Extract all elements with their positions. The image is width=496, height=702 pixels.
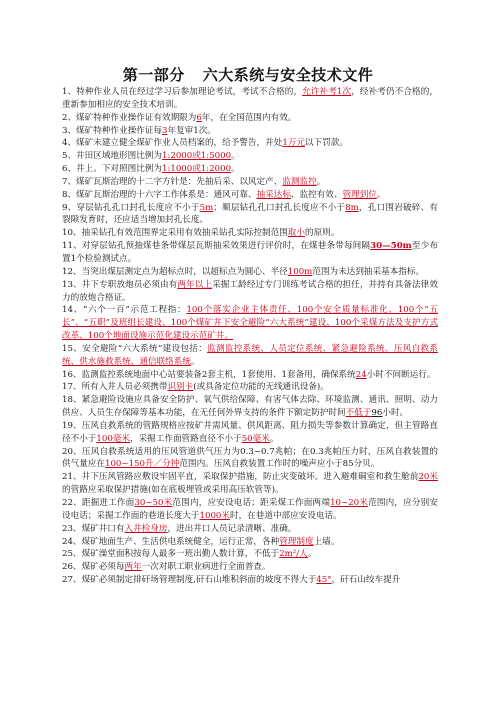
list-item [62,150,438,163]
highlighted-text: 1万元 [282,138,305,149]
paragraph-text: 23、煤矿井口有 [62,523,125,534]
highlighted-text: 允许补考1次 [302,87,352,97]
document-body [62,86,438,587]
paragraph-text: 8、煤矿瓦斯治理的十六字工作体系是：通风可靠、 [62,189,257,200]
list-item [62,381,438,394]
list-item [62,125,438,138]
highlighted-text: 100毫米 [96,433,130,444]
highlighted-text: 入井检身房 [124,523,168,534]
highlighted-text: 抽采达标 [256,189,291,200]
paragraph-text: 年复审1次。 [167,125,216,136]
highlighted-text: 两年 [124,562,142,573]
paragraph-text: 。 [269,433,279,444]
paragraph-text: 年，在全国范围内有效。 [201,112,297,123]
paragraph-text: ，孔口围岩破碎、有裂隙发育时，还应适当增加封孔长度。 [62,202,438,226]
highlighted-text: 管理制度 [279,536,314,547]
highlighted-text: 识别卡 [167,382,194,393]
paragraph-text: ，进出井口人员记录清晰、准确。 [167,523,297,534]
list-item [62,304,438,343]
paragraph-text: 13、井下专职放炮员必须由有 [62,279,178,290]
paragraph-text: 以下罚款。 [304,138,348,149]
paragraph-text: ，矸石山绞车提升 [331,575,401,586]
paragraph-text: 19、压风自救系统的管路规格应按矿井需风量、供风距离、阻力损失等参数计算确定，但主管路直径不小于 [62,420,438,444]
paragraph-text: 。 [231,164,240,175]
highlighted-text: 6 [196,112,202,123]
highlighted-text: 24 [355,369,367,380]
paragraph-text: 时，在巷道中部应安设电话。 [229,510,342,521]
paragraph-text: 一次对职工职业病进行全面普查。 [141,562,271,573]
paragraph-text: 22、距掘进工作面 [62,498,135,508]
list-item [62,163,438,176]
highlighted-text: 30~50米 [134,498,173,508]
list-item [62,497,438,523]
paragraph-text: 4、煤矿未建立健全煤矿作业人员档案的，给予警告，并处 [62,138,283,149]
highlighted-text: 45° [316,575,332,586]
paragraph-text: 上墙。 [313,536,340,547]
paragraph-text: 小时不间断运行。 [366,369,436,380]
highlighted-text: 取小 [287,228,305,239]
highlighted-text: 10~20米 [330,498,369,508]
list-item [62,112,438,125]
paragraph-text: 、监控有效、 [290,189,343,200]
paragraph-text: 范围为未达到抽采基本指标。 [312,266,425,277]
paragraph-text: 的原则。 [304,228,340,239]
paragraph-text: 10、抽采钻孔有效范围界定采用有效抽采钻孔实际控制范围 [62,228,288,239]
list-item [62,471,438,497]
highlighted-text: 50毫米 [241,433,270,444]
highlighted-text: 管理到位 [342,189,377,200]
paragraph-text: 。 [316,176,326,187]
paragraph-text: 1、特种作业人员在经过学习后参加理论考试，考试不合格的， [62,87,303,97]
paragraph-text: 。 [190,356,200,367]
paragraph-text: 的管路应采取保护措施(如在底板埋管或采用高压软管等)。 [62,485,284,496]
paragraph-text: 。 [231,151,240,162]
highlighted-text: 100~150升／分钟 [104,459,180,470]
list-item [62,279,438,305]
paragraph-text: 21、井下压风管路应敷设牢固平直，采取保护措施，防止灾变破坏。进入避难硐室和救生舱前 [62,472,419,483]
highlighted-text: 100个落实企业主体责任、100个安全质量标准化、100个“五长”、“五职”及班组长建设、100个煤矿井下安全避险“六大系统”建设、100个采煤方法及支护方式改革、100个地面设施示范化建设示范矿井。 [62,305,438,342]
list-item [62,548,438,561]
paragraph-text: 3、煤矿特种作业操作证每 [62,125,162,136]
paragraph-text: 12、当突出煤层测定点为超标点时，以超标点为圆心、半径 [62,266,288,277]
list-item [62,240,438,266]
highlighted-text: 100m [287,266,313,277]
paragraph-text: ，采掘工作面管路直径不小于 [129,433,242,444]
highlighted-text: 两年以上 [177,279,213,290]
title-name: 六大系统与安全技术文件 [202,66,374,84]
paragraph-text: 2、煤矿特种作业操作证有效期限为 [62,112,197,123]
paragraph-text: 。 [376,189,386,200]
highlighted-text: 5m [199,202,214,213]
paragraph-text: 26、煤矿必须每 [62,562,125,573]
highlighted-text: 96 [371,408,383,419]
list-item [62,343,438,369]
list-item [62,202,438,228]
paragraph-text: 范围内，应分别安设电话；采掘工作面的巷道长度大于 [62,498,438,521]
list-item [62,446,438,472]
paragraph-text: 5、井田区域地形图比例为 [62,151,162,162]
highlighted-text: 8m [345,202,359,213]
paragraph-text: 14、“六个一百”示范工程指： [62,305,187,316]
highlighted-text: 30—50m [370,241,412,252]
list-item [62,420,438,446]
paragraph-text: 16、监测监控系统地面中心站要装备2套主机，1套使用、1套备用，确保系统 [62,369,356,380]
list-item [62,176,438,189]
paragraph-text: 小时。 [382,408,409,419]
list-item [62,369,438,382]
title-part: 第一部分 [122,66,185,84]
paragraph-text: 7、煤矿瓦斯治理的十二字方针是：先抽后采、以风定产、 [62,176,283,187]
list-item [62,189,438,202]
highlighted-text: 1:1000或1:2000 [162,164,232,175]
paragraph-text: 17、所有入井人员必须携带 [62,382,168,393]
list-item [62,523,438,536]
paragraph-text: 24、煤矿地面生产、生活供电系统健全，运行正常，各种 [62,536,280,547]
highlighted-text: 不低于 [345,408,372,419]
list-item [62,137,438,150]
highlighted-text: 20米 [418,472,439,483]
list-item [62,227,438,240]
paragraph-text: ；顺层钻孔孔口封孔长度应不小于 [213,202,346,213]
list-item [62,86,438,112]
paragraph-text: 15、安全避险“六大系统”建设包括： [62,343,208,354]
highlighted-text: 监测监控 [282,176,317,187]
highlighted-text: 1000米 [199,510,230,521]
list-item [62,536,438,549]
paragraph-text: 。 [307,549,317,560]
list-item [62,394,438,420]
paragraph-text: 18、紧急避险设施应具备安全防护、氧气供给保障、有害气体去除、环境监测、通讯、照明、动力供应、人员生存保障等基本功能，在无任何外界支持的条件下额定防护时间 [62,395,438,419]
paragraph-text: 6、井上、下对照图比例为 [62,164,162,175]
paragraph-text: 范围内，应安设电话；距采煤工作面两端 [172,498,331,508]
paragraph-text: 11、对穿层钻孔预抽煤巷条带煤层瓦斯抽采效果进行评价时，在煤巷条带每间隔 [62,241,371,252]
paragraph-text: ，经补考仍不合格的，重新参加相应的安全技术培训。 [62,87,438,110]
paragraph-text: 27、煤矿必须制定排矸场管理制度,矸石山堆积斜面的坡度不得大于 [62,575,317,586]
highlighted-text: 监测监控系统、人员定位系统、紧急避险系统、压风自救系统、供水施救系统、通信联络系统 [62,343,438,367]
page-title [0,64,496,85]
highlighted-text: 1:2000或1:5000 [162,151,232,162]
paragraph-text: 20、压风自救系统适用的压风管道供气压力为0.3~0.7兆帕；在0.3兆帕压力时，压风自救装置的供气量应在 [62,446,438,470]
paragraph-text: 9、穿层钻孔孔口封孔长度应不小于 [62,202,200,213]
paragraph-text: 至少布置1个检验测试点。 [62,241,438,264]
list-item [62,574,438,587]
paragraph-text: 采掘工龄经过专门训练考试合格的担任，并持有具备法律效力的放炮合格证。 [62,279,438,303]
paragraph-text: (或具备定位功能的无线通讯设备)。 [193,382,329,393]
highlighted-text: 3 [162,125,168,136]
highlighted-text: 2m²/人 [279,549,308,560]
paragraph-text: 范围内。压风自救装置工作时的噪声应小于85分贝。 [179,459,380,470]
list-item [62,561,438,574]
list-item [62,266,438,279]
paragraph-text: 25、煤矿澡堂面积按每人最多一班出勤人数计算，不低于 [62,549,280,560]
